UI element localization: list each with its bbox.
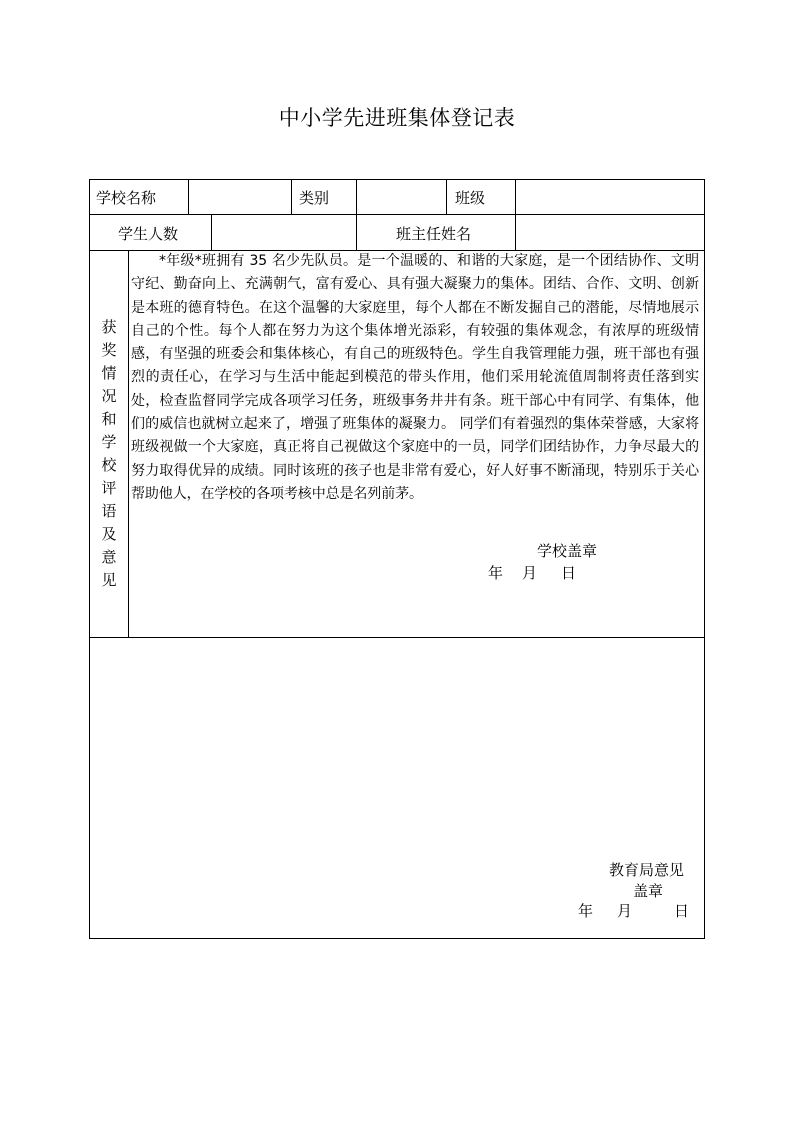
row2-col-divider-1 — [211, 214, 212, 250]
row-divider-1 — [90, 214, 704, 215]
award-label-char: 奖 — [101, 341, 117, 359]
award-label-char: 学 — [101, 433, 117, 451]
bureau-date-month: 月 — [617, 902, 633, 920]
school-comment-text: *年级*班拥有 35 名少先队员。是一个温暖的、和谐的大家庭，是一个团结协作、文明守纪、勤奋向上、充满朝气，富有爱心、具有强大凝聚力的集体。团结、合作、文明、创新是本班的德育特色。在这个温馨的大家庭里，每个人都在不断发掘自己的潜能，尽情地展示自己的个性。每个人都在努力为这个集体增光添彩，有较强的集体观念，有浓厚的班级情感，有坚强的班委会和集体核心，有自己的班级特色。学生自我管理能力强，班干部也有强烈的责任心，在学习与生活中能起到模范的带头作用，他们采用轮流值周制将责任落到实处，检查监督同学完成各项学习任务，班级事务井井有条。班干部心中有同学、有集体，他们的威信也就树立起来了，增强了班集体的凝聚力。 同学们有着强烈的集体荣誉感，大家将班级视做一个大家庭，真正将自己视做这个家庭中的一员，同学们团结协作，力争尽最大的努力取得优异的成绩。同时该班的孩子也是非常有爱心，好人好事不断涌现，特别乐于关心帮助他人，在学校的各项考核中总是名列前茅。 — [131, 253, 699, 502]
row1-col-divider-2 — [291, 180, 292, 214]
row-divider-3 — [90, 637, 704, 638]
head-teacher-label: 班主任姓名 — [396, 225, 472, 243]
row2-col-divider-3 — [515, 214, 516, 250]
award-label-char: 情 — [101, 364, 117, 382]
category-field[interactable] — [362, 188, 442, 208]
row1-col-divider-4 — [446, 180, 447, 214]
school-date-year: 年 — [488, 564, 504, 582]
bureau-date-day: 日 — [674, 902, 690, 920]
bureau-opinion-label: 教育局意见 — [609, 861, 685, 879]
award-label-char: 和 — [101, 410, 117, 428]
class-label: 班级 — [455, 189, 486, 207]
student-count-field[interactable] — [217, 224, 351, 244]
row1-col-divider-3 — [356, 180, 357, 214]
category-label: 类别 — [299, 189, 330, 207]
bureau-date-year: 年 — [578, 902, 594, 920]
student-count-label: 学生人数 — [118, 225, 179, 243]
row1-col-divider-5 — [515, 180, 516, 214]
row2-col-divider-2 — [356, 214, 357, 250]
award-label-divider — [128, 250, 129, 637]
class-field[interactable] — [521, 188, 697, 208]
school-date-day: 日 — [561, 564, 577, 582]
award-label-char: 评 — [101, 479, 117, 497]
award-label-char: 校 — [101, 456, 117, 474]
bureau-seal-label: 盖章 — [633, 882, 664, 900]
school-date-month: 月 — [522, 564, 538, 582]
school-seal-label: 学校盖章 — [537, 542, 598, 560]
award-label-char: 况 — [101, 387, 117, 405]
award-label-char: 及 — [101, 525, 117, 543]
award-section-label — [90, 316, 128, 592]
award-label-char: 见 — [101, 571, 117, 589]
award-label-char: 意 — [101, 548, 117, 566]
registration-form-table — [89, 179, 705, 939]
school-name-field[interactable] — [194, 188, 286, 208]
award-label-char: 获 — [101, 318, 117, 336]
page-title: 中小学先进班集体登记表 — [278, 106, 516, 130]
head-teacher-field[interactable] — [521, 224, 697, 244]
award-label-char: 语 — [101, 502, 117, 520]
row1-col-divider-1 — [188, 180, 189, 214]
school-name-label: 学校名称 — [96, 189, 157, 207]
